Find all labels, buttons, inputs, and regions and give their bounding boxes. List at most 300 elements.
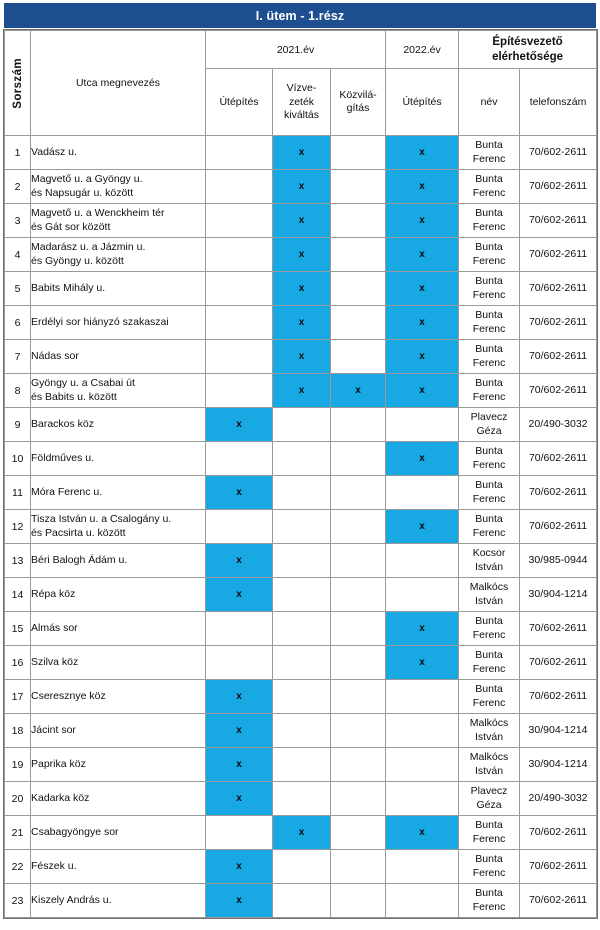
manager-name-line2: Ferenc [472, 288, 506, 301]
manager-name-line1: Malkócs [469, 717, 509, 730]
site-manager-header-line1: Építésvezető [492, 36, 563, 49]
cell-lighting-2021[interactable] [331, 238, 386, 272]
cell-manager-name [459, 340, 520, 374]
cell-water-2021[interactable] [273, 884, 331, 918]
manager-name-line2: Ferenc [472, 186, 506, 199]
manager-name-line1: Malkócs [469, 751, 509, 764]
cell-lighting-2021[interactable] [331, 204, 386, 238]
cell-manager-name [459, 646, 520, 680]
cell-road-2022[interactable] [386, 680, 459, 714]
cell-row-number: 3 [5, 204, 31, 238]
street-name-line1: Vadász u. [31, 145, 77, 158]
manager-name-line2: Ferenc [472, 696, 506, 709]
cell-road-2022[interactable]: x [386, 272, 459, 306]
manager-name-line2: Ferenc [472, 390, 506, 403]
street-name-line1: Babits Mihály u. [31, 281, 106, 294]
cell-row-number: 17 [5, 680, 31, 714]
table-row [5, 714, 597, 748]
cell-manager-name [459, 578, 520, 612]
manager-name-line2: István [475, 764, 504, 777]
site-manager-header-line2: elérhetősége [492, 50, 564, 63]
cell-water-2021[interactable]: x [273, 340, 331, 374]
table-row [5, 816, 597, 850]
street-name-line1: Barackos köz [31, 417, 95, 430]
manager-name-line1: Bunta [475, 853, 503, 866]
manager-name-line2: Ferenc [472, 866, 506, 879]
street-name-line1: Gyöngy u. a Csabai út [31, 376, 135, 389]
cell-lighting-2021[interactable] [331, 170, 386, 204]
cell-lighting-2021[interactable] [331, 782, 386, 816]
cell-street-name [31, 646, 206, 680]
cell-water-2021[interactable] [273, 544, 331, 578]
manager-name-line2: Ferenc [472, 900, 506, 913]
cell-manager-name [459, 442, 520, 476]
cell-manager-name [459, 544, 520, 578]
street-name-line1: Fészek u. [31, 859, 77, 872]
manager-name-line2: Ferenc [472, 832, 506, 845]
cell-water-2021[interactable] [273, 612, 331, 646]
manager-name-line2: István [475, 594, 504, 607]
cell-water-2021[interactable] [273, 510, 331, 544]
table-row [5, 136, 597, 170]
cell-road-2021[interactable] [206, 374, 273, 408]
cell-street-name [31, 510, 206, 544]
cell-street-name [31, 544, 206, 578]
table-row [5, 272, 597, 306]
street-name-line1: Tisza István u. a Csalogány u. [31, 512, 172, 525]
cell-manager-name [459, 748, 520, 782]
cell-street-name [31, 714, 206, 748]
column-header-manager-phone [520, 69, 597, 136]
cell-manager-name [459, 782, 520, 816]
column-group-header-site-manager [459, 31, 597, 69]
cell-row-number: 22 [5, 850, 31, 884]
cell-water-2021[interactable] [273, 714, 331, 748]
cell-manager-phone: 70/602-2611 [520, 850, 597, 884]
cell-water-2021[interactable]: x [273, 306, 331, 340]
cell-manager-phone: 70/602-2611 [520, 476, 597, 510]
manager-name-line2: Ferenc [472, 322, 506, 335]
table-row [5, 238, 597, 272]
street-name-line1: Földműves u. [31, 451, 95, 464]
table-body [5, 136, 597, 918]
manager-name-line1: Kocsor [472, 547, 506, 560]
cell-road-2022[interactable]: x [386, 238, 459, 272]
cell-manager-phone: 70/602-2611 [520, 136, 597, 170]
cell-street-name [31, 680, 206, 714]
cell-row-number: 21 [5, 816, 31, 850]
cell-manager-phone: 30/985-0944 [520, 544, 597, 578]
column-group-header-2021-label: 2021.év [276, 43, 315, 56]
street-name-line1: Csabagyöngye sor [31, 825, 119, 838]
column-group-header-2021 [206, 31, 386, 69]
cell-manager-phone: 70/602-2611 [520, 680, 597, 714]
street-name-line1: Jácint sor [31, 723, 76, 736]
manager-name-line1: Bunta [475, 513, 503, 526]
cell-street-name [31, 816, 206, 850]
table-row [5, 884, 597, 918]
manager-name-line2: Ferenc [472, 220, 506, 233]
cell-row-number: 18 [5, 714, 31, 748]
page-title [4, 3, 596, 28]
table-row [5, 578, 597, 612]
manager-name-line1: Bunta [475, 887, 503, 900]
cell-row-number: 9 [5, 408, 31, 442]
manager-name-line1: Malkócs [469, 581, 509, 594]
table-row [5, 374, 597, 408]
manager-name-line1: Bunta [475, 309, 503, 322]
cell-manager-name [459, 510, 520, 544]
cell-road-2021[interactable] [206, 170, 273, 204]
cell-manager-name [459, 680, 520, 714]
cell-road-2021[interactable]: x [206, 578, 273, 612]
manager-name-line1: Plavecz [470, 785, 508, 798]
street-name-line1: Magvető u. a Wenckheim tér [31, 206, 165, 219]
cell-road-2022[interactable]: x [386, 170, 459, 204]
cell-manager-name [459, 714, 520, 748]
cell-road-2021[interactable]: x [206, 782, 273, 816]
table-row [5, 476, 597, 510]
lighting-header-line2: gítás [346, 102, 370, 115]
cell-manager-phone: 30/904-1214 [520, 714, 597, 748]
column-header-manager-name-label: név [480, 95, 498, 108]
cell-manager-name [459, 884, 520, 918]
cell-lighting-2021[interactable] [331, 510, 386, 544]
manager-name-line2: Ferenc [472, 356, 506, 369]
street-name-line1: Béri Balogh Ádám u. [31, 553, 128, 566]
table-row [5, 680, 597, 714]
cell-road-2022[interactable] [386, 578, 459, 612]
cell-street-name [31, 136, 206, 170]
column-header-road-2022-label: Útépítés [402, 95, 442, 108]
cell-manager-phone: 30/904-1214 [520, 578, 597, 612]
manager-name-line1: Bunta [475, 479, 503, 492]
cell-water-2021[interactable] [273, 408, 331, 442]
cell-road-2021[interactable] [206, 238, 273, 272]
cell-road-2022[interactable] [386, 850, 459, 884]
manager-name-line1: Bunta [475, 173, 503, 186]
cell-lighting-2021[interactable] [331, 476, 386, 510]
manager-name-line1: Bunta [475, 615, 503, 628]
table-row [5, 306, 597, 340]
cell-manager-name [459, 170, 520, 204]
cell-row-number: 5 [5, 272, 31, 306]
column-header-manager-name [459, 69, 520, 136]
manager-name-line1: Bunta [475, 207, 503, 220]
table-row [5, 544, 597, 578]
cell-road-2022[interactable]: x [386, 646, 459, 680]
cell-street-name [31, 408, 206, 442]
table-row [5, 748, 597, 782]
cell-manager-name [459, 238, 520, 272]
cell-manager-phone: 70/602-2611 [520, 340, 597, 374]
cell-manager-phone: 70/602-2611 [520, 374, 597, 408]
manager-name-line1: Bunta [475, 343, 503, 356]
column-header-street-label: Utca megnevezés [75, 77, 161, 89]
cell-water-2021[interactable] [273, 748, 331, 782]
cell-street-name [31, 272, 206, 306]
cell-lighting-2021[interactable] [331, 816, 386, 850]
manager-name-line2: Ferenc [472, 254, 506, 267]
cell-row-number: 15 [5, 612, 31, 646]
street-name-line2: és Napsugár u. között [31, 186, 134, 199]
cell-lighting-2021[interactable] [331, 442, 386, 476]
column-header-road-2021-label: Útépítés [219, 95, 259, 108]
table-header [5, 31, 597, 136]
manager-name-line2: István [475, 730, 504, 743]
cell-street-name [31, 170, 206, 204]
cell-lighting-2021[interactable] [331, 646, 386, 680]
cell-lighting-2021[interactable] [331, 748, 386, 782]
cell-manager-phone: 70/602-2611 [520, 272, 597, 306]
street-name-line2: és Pacsirta u. között [31, 526, 126, 539]
cell-water-2021[interactable] [273, 850, 331, 884]
cell-row-number: 6 [5, 306, 31, 340]
street-name-line2: és Gát sor között [31, 220, 111, 233]
cell-road-2021[interactable] [206, 442, 273, 476]
construction-schedule-table [4, 30, 597, 918]
manager-name-line1: Bunta [475, 649, 503, 662]
cell-water-2021[interactable]: x [273, 272, 331, 306]
cell-road-2022[interactable]: x [386, 374, 459, 408]
cell-road-2022[interactable]: x [386, 442, 459, 476]
cell-street-name [31, 612, 206, 646]
cell-road-2021[interactable]: x [206, 748, 273, 782]
cell-lighting-2021[interactable] [331, 714, 386, 748]
lighting-header-line1: Közvilá- [339, 89, 377, 102]
cell-lighting-2021[interactable] [331, 340, 386, 374]
cell-water-2021[interactable]: x [273, 816, 331, 850]
cell-lighting-2021[interactable] [331, 578, 386, 612]
cell-lighting-2021[interactable] [331, 272, 386, 306]
cell-manager-phone: 70/602-2611 [520, 170, 597, 204]
street-name-line1: Kiszely András u. [31, 893, 112, 906]
cell-street-name [31, 238, 206, 272]
cell-row-number: 7 [5, 340, 31, 374]
cell-manager-phone: 70/602-2611 [520, 612, 597, 646]
cell-road-2021[interactable] [206, 136, 273, 170]
header-row-groups [5, 31, 597, 69]
manager-name-line1: Bunta [475, 275, 503, 288]
cell-water-2021[interactable] [273, 782, 331, 816]
cell-manager-name [459, 612, 520, 646]
column-header-row-number-label: Sorszám [11, 57, 24, 109]
cell-road-2022[interactable]: x [386, 510, 459, 544]
cell-water-2021[interactable] [273, 578, 331, 612]
cell-row-number: 12 [5, 510, 31, 544]
cell-road-2021[interactable]: x [206, 408, 273, 442]
cell-water-2021[interactable] [273, 646, 331, 680]
cell-row-number: 4 [5, 238, 31, 272]
cell-water-2021[interactable]: x [273, 170, 331, 204]
table-row [5, 204, 597, 238]
column-header-manager-phone-label: telefonszám [529, 95, 587, 108]
street-name-line1: Kadarka köz [31, 791, 90, 804]
column-header-lighting-2021 [331, 69, 386, 136]
cell-water-2021[interactable]: x [273, 204, 331, 238]
cell-manager-phone: 20/490-3032 [520, 782, 597, 816]
manager-name-line1: Bunta [475, 819, 503, 832]
cell-row-number: 1 [5, 136, 31, 170]
cell-water-2021[interactable]: x [273, 136, 331, 170]
cell-street-name [31, 578, 206, 612]
cell-road-2021[interactable] [206, 340, 273, 374]
cell-lighting-2021[interactable] [331, 884, 386, 918]
cell-lighting-2021[interactable] [331, 544, 386, 578]
cell-road-2022[interactable] [386, 714, 459, 748]
cell-row-number: 14 [5, 578, 31, 612]
cell-road-2022[interactable] [386, 408, 459, 442]
street-name-line1: Móra Ferenc u. [31, 485, 103, 498]
cell-road-2021[interactable] [206, 510, 273, 544]
cell-manager-phone: 70/602-2611 [520, 510, 597, 544]
manager-name-line2: Ferenc [472, 662, 506, 675]
cell-lighting-2021[interactable] [331, 612, 386, 646]
manager-name-line2: István [475, 560, 504, 573]
column-group-header-2022-label: 2022.év [403, 43, 441, 56]
cell-road-2021[interactable] [206, 646, 273, 680]
street-name-line1: Cseresznye köz [31, 689, 106, 702]
cell-road-2021[interactable] [206, 204, 273, 238]
cell-manager-name [459, 476, 520, 510]
table-row [5, 510, 597, 544]
cell-road-2021[interactable]: x [206, 884, 273, 918]
column-header-road-2021 [206, 69, 273, 136]
cell-road-2022[interactable]: x [386, 306, 459, 340]
table-row [5, 850, 597, 884]
cell-row-number: 23 [5, 884, 31, 918]
cell-road-2022[interactable]: x [386, 136, 459, 170]
cell-lighting-2021[interactable] [331, 306, 386, 340]
table-row [5, 340, 597, 374]
cell-road-2022[interactable]: x [386, 816, 459, 850]
cell-manager-phone: 30/904-1214 [520, 748, 597, 782]
column-header-street [31, 31, 206, 136]
cell-road-2022[interactable]: x [386, 340, 459, 374]
cell-manager-name [459, 408, 520, 442]
water-header-line3: kiváltás [283, 108, 319, 121]
cell-row-number: 20 [5, 782, 31, 816]
cell-lighting-2021[interactable]: x [331, 374, 386, 408]
cell-lighting-2021[interactable] [331, 850, 386, 884]
cell-row-number: 19 [5, 748, 31, 782]
column-group-header-2022 [386, 31, 459, 69]
cell-road-2021[interactable] [206, 306, 273, 340]
cell-road-2021[interactable]: x [206, 544, 273, 578]
cell-lighting-2021[interactable] [331, 136, 386, 170]
street-name-line1: Nádas sor [31, 349, 79, 362]
column-header-row-number [5, 31, 31, 136]
cell-row-number: 13 [5, 544, 31, 578]
column-header-road-2022 [386, 69, 459, 136]
cell-road-2022[interactable] [386, 544, 459, 578]
manager-name-line1: Bunta [475, 139, 503, 152]
cell-street-name [31, 374, 206, 408]
cell-road-2021[interactable]: x [206, 850, 273, 884]
cell-street-name [31, 340, 206, 374]
cell-water-2021[interactable] [273, 442, 331, 476]
cell-manager-phone: 70/602-2611 [520, 204, 597, 238]
table-row [5, 646, 597, 680]
cell-road-2022[interactable] [386, 476, 459, 510]
cell-manager-name [459, 850, 520, 884]
manager-name-line2: Ferenc [472, 628, 506, 641]
table-row [5, 442, 597, 476]
cell-road-2021[interactable] [206, 272, 273, 306]
table-row [5, 408, 597, 442]
cell-street-name [31, 476, 206, 510]
cell-manager-name [459, 272, 520, 306]
manager-name-line1: Bunta [475, 377, 503, 390]
street-name-line1: Magvető u. a Gyöngy u. [31, 172, 143, 185]
street-name-line2: és Babits u. között [31, 390, 117, 403]
cell-lighting-2021[interactable] [331, 408, 386, 442]
cell-row-number: 16 [5, 646, 31, 680]
table-row [5, 170, 597, 204]
cell-road-2022[interactable] [386, 884, 459, 918]
table-row [5, 612, 597, 646]
manager-name-line2: Ferenc [472, 458, 506, 471]
cell-manager-phone: 70/602-2611 [520, 238, 597, 272]
cell-road-2022[interactable]: x [386, 204, 459, 238]
manager-name-line2: Géza [476, 424, 502, 437]
cell-street-name [31, 850, 206, 884]
cell-road-2021[interactable]: x [206, 680, 273, 714]
manager-name-line1: Bunta [475, 241, 503, 254]
cell-water-2021[interactable] [273, 680, 331, 714]
cell-manager-phone: 70/602-2611 [520, 306, 597, 340]
street-name-line1: Répa köz [31, 587, 76, 600]
cell-manager-name [459, 306, 520, 340]
cell-water-2021[interactable] [273, 476, 331, 510]
cell-street-name [31, 782, 206, 816]
cell-road-2021[interactable] [206, 816, 273, 850]
cell-manager-name [459, 136, 520, 170]
cell-manager-phone: 70/602-2611 [520, 884, 597, 918]
cell-water-2021[interactable]: x [273, 238, 331, 272]
cell-road-2021[interactable]: x [206, 714, 273, 748]
table-row [5, 782, 597, 816]
cell-street-name [31, 306, 206, 340]
cell-street-name [31, 748, 206, 782]
cell-street-name [31, 442, 206, 476]
cell-road-2021[interactable]: x [206, 476, 273, 510]
column-header-water-2021 [273, 69, 331, 136]
cell-row-number: 2 [5, 170, 31, 204]
manager-name-line2: Ferenc [472, 152, 506, 165]
street-name-line2: és Gyöngy u. között [31, 254, 124, 267]
cell-lighting-2021[interactable] [331, 680, 386, 714]
cell-road-2022[interactable] [386, 782, 459, 816]
water-header-line2: zeték [288, 95, 315, 108]
cell-street-name [31, 204, 206, 238]
cell-road-2022[interactable]: x [386, 612, 459, 646]
manager-name-line1: Plavecz [470, 411, 508, 424]
water-header-line1: Vízve- [286, 82, 317, 95]
cell-row-number: 11 [5, 476, 31, 510]
cell-row-number: 8 [5, 374, 31, 408]
cell-manager-name [459, 816, 520, 850]
manager-name-line1: Bunta [475, 445, 503, 458]
street-name-line1: Erdélyi sor hiányzó szakaszai [31, 315, 169, 328]
cell-road-2022[interactable] [386, 748, 459, 782]
cell-road-2021[interactable] [206, 612, 273, 646]
street-name-line1: Madarász u. a Jázmin u. [31, 240, 146, 253]
street-name-line1: Szilva köz [31, 655, 79, 668]
manager-name-line1: Bunta [475, 683, 503, 696]
cell-row-number: 10 [5, 442, 31, 476]
cell-water-2021[interactable]: x [273, 374, 331, 408]
